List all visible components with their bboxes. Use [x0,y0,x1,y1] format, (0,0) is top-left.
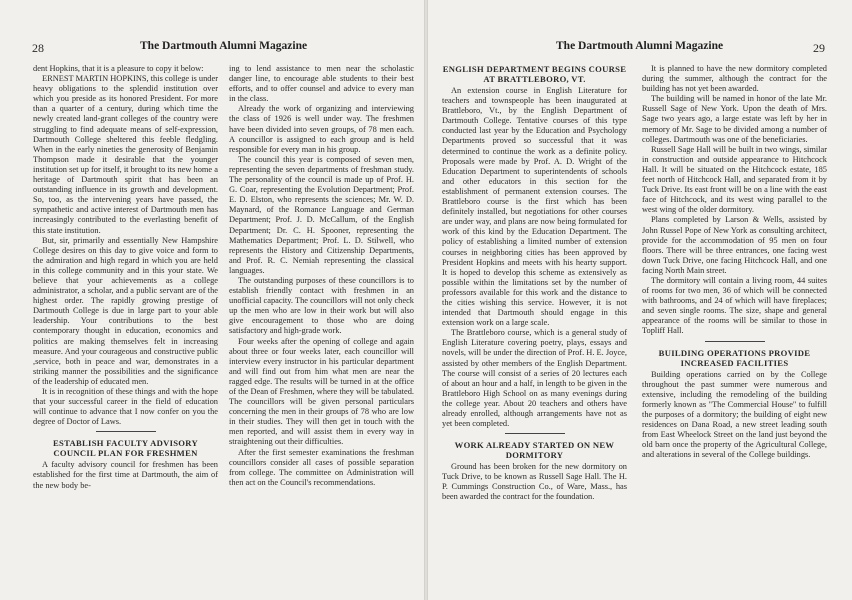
paragraph: It is planned to have the new dormitory completed during the summer, although the contract for the building has not yet been awarded. [642,64,827,94]
paragraph: The dormitory will contain a living room, 44 suites of rooms for two men, 36 of which will be connected with bathrooms, and 24 of which will have fireplaces; and seven single rooms. The size, shape and general appearance of the rooms will be similar to those in Topliff Hall. [642,275,827,336]
page-number: 28 [32,41,44,55]
divider [505,433,565,434]
right-column-1 [442,64,627,503]
paragraph: The outstanding purposes of these councillors is to establish friendly contact with freshmen in an unofficial capacity. The councillors will not only check up the men who are low in their work but will also give encouragement to those who are doing satisfactory and high-grade work. [229,275,414,336]
paragraph: Ground has been broken for the new dormitory on Tuck Drive, to be known as Russell Sage Hall. The H. P. Cummings Construction Co., of Ware, Mass., has been awarded the contract for the foundation. [442,462,627,502]
paragraph: After the first semester examinations the freshman councillors consider all cases of possible separation from college. The committee on Administration will then act on the Council's recommendations. [229,447,414,487]
right-page [428,0,852,600]
paragraph: The building will be named in honor of the late Mr. Russell Sage of New York. Upon the death of Mrs. Sage two years ago, a large estate was left by her in memory of Mr. Sage to be divided among a number of colleges. Dartmouth was one of the beneficiaries. [642,94,827,144]
running-header: The Dartmouth Alumni Magazine [556,40,724,52]
paragraph: ERNEST MARTIN HOPKINS, this college is under heavy obligations to the splendid institution over which you preside as its honored President. For more than a quarter of a century, during which time the newly created land-grant colleges of the country were struggling to find adequate means of self-expression, Dartmouth College sheltered this feeble fledgling. When in the early nineties the generosity of Benjamin Thompson made it desirable that the younger institution set up for itself, it brought to its new home a heritage of Dartmouth spirit that has been an outstanding influence in its growth and development. So, too, as the intervening years have passed, the sympathetic and active interest of Dartmouth men has increasingly contributed to the everlasting benefit of this state institution. [33,74,218,235]
left-column-2 [229,64,414,488]
paragraph: An extension course in English Literature for teachers and townspeople has been inaugurated at Brattleboro, Vt., by the English Department of Dartmouth College. Tentative courses of this type conducted last year by the Education and Psychology Departments proved so successful that it was determined to continue the work as a definite policy. Proposals were made by Prof. A. D. Wright of the Education Department to superintendents of schools and other educators in this section for the establishment of permanent extension courses. The Brattleboro course is the first which has been definitely installed, but negotiations for other courses are under way, and plans are now being formulated for work of this kind by the Education Department. The policy of establishing a limited number of extension courses in neighboring cities has been approved by President Hopkins and meets with his hearty support. It is hoped to develop this scheme as extensively as possible within the limitations set by the number of professors available for this work and the distance to the cities wishing this service. However, it is not intended that Dartmouth should engage in this extension work on a large scale. [442,86,627,328]
right-column-2 [642,64,827,460]
paragraph: Four weeks after the opening of college and again about three or four weeks later, each councillor will interview every instructor in his particular department and will find out from him what men are near the ragged edge. The results will be turned in at the office of the Dean of Freshmen, where they will be tabulated. The councillors will be given personal particulars concerning the men in their groups of 78 who are low in their studies. They will then get in touch with the men reported, and will assist them in every way in straightening out their difficulties. [229,336,414,447]
paragraph: ing to lend assistance to men near the scholastic danger line, to encourage able students to their best efforts, and to offer counsel and advice to every man in the class. [229,64,414,104]
running-header: The Dartmouth Alumni Magazine [140,40,308,52]
paragraph: Already the work of organizing and interviewing the class of 1926 is well under way. The freshmen have been divided into seven groups, of 78 men each. A councillor is assigned to each group and is held responsible for every man in his group. [229,104,414,154]
paragraph: It is in recognition of these things and with the hope that your successful career in the field of education will continue to advance that I now confer on you the degree of Doctor of Laws. [33,387,218,427]
paragraph: A faculty advisory council for freshmen has been established for the first time at Dartmouth, the aim of the new body be- [33,460,218,490]
section-heading: ESTABLISH FACULTY ADVISORY COUNCIL PLAN FOR FRESHMEN [52,438,199,459]
paragraph: The Brattleboro course, which is a general study of English Literature covering poetry, plays, essays and novels, will be under the direction of Prof. H. E. Joyce, assisted by other members of the English Department. The course will consist of a series of 20 lectures each of about an hour and a half, in length to be given in the Brattleboro High School on as many evenings during the college year. About 20 teachers and others have already enrolled, although arrangements have not as yet been completed. [442,328,627,429]
paragraph: Building operations carried on by the College throughout the past summer were numerous and extensive, including the remodeling of the building formerly known as "The Commercial House" to fulfill the purposes of a dormitory; the building of eight new residences on Dana Road, a new street leading south from East Wheelock Street on the land just beyond the old barn once the property of the Agricultural College, and alterations in several of the College buildings. [642,369,827,460]
section-heading: WORK ALREADY STARTED ON NEW DORMITORY [454,440,615,461]
paragraph: Russell Sage Hall will be built in two wings, similar in construction and outside appearance to Hitchcock Hall. It will be situated on the Hitchcock estate, 185 feet north of Hitchcock Hall, and separated from it by Tuck Drive. Its east front will be on a line with the east face of Hitchcock, and its west wing parallel to the west wing of the older dormitory. [642,144,827,215]
paragraph: But, sir, primarily and essentially New Hampshire College desires on this day to give voice and form to the admiration and high regard in which you are held in this college community and in this your state. We believe that your achievements as a college administrator, a scholar, and a public servant are of the highest order. The rapidly growing prestige of Dartmouth College is due in large part to your able leadership. Your contributions to the best contemporary thought in education, economics and politics are making themselves felt in increasing measure. And your courageous and constructive public ,service, both in peace and war, demonstrates in a striking manner the possibilities and the significance of the leadership of educated men. [33,235,218,386]
paragraph: Plans completed by Larson & Wells, assisted by John Russel Pope of New York as consulting architect, provide for the accommodation of 95 men on four floors. There will be three entrances, one facing west down Tuck Drive, one facing Hitchcock Hall, and one facing North Main street. [642,215,827,275]
left-page [0,0,424,600]
page-number: 29 [813,41,825,55]
divider [96,431,156,432]
section-heading: ENGLISH DEPARTMENT BEGINS COURSE AT BRATTLEBORO, VT. [442,64,627,84]
divider [705,341,765,342]
left-column-1 [33,64,218,491]
paragraph: dent Hopkins, that it is a pleasure to copy it below: [33,64,204,73]
section-heading: BUILDING OPERATIONS PROVIDE INCREASED FACILITIES [658,347,811,368]
paragraph: The council this year is composed of seven men, representing the seven departments of freshman study. The personality of the council is made up of Prof. H. G. Coar, representing the Evolution Department; Prof. E. D. Elston, who represents the sciences; Mr. W. D. Maynard, of the Romance Language and German Department; Prof. J. D. McCallum, of the English Department; Dr. C. H. Spooner, representing the Mathematics Department; Prof. L. D. Stilwell, who represents the History and Citizenship Departments, and Prof. R. C. Nemiah representing the classical languages. [229,154,414,275]
